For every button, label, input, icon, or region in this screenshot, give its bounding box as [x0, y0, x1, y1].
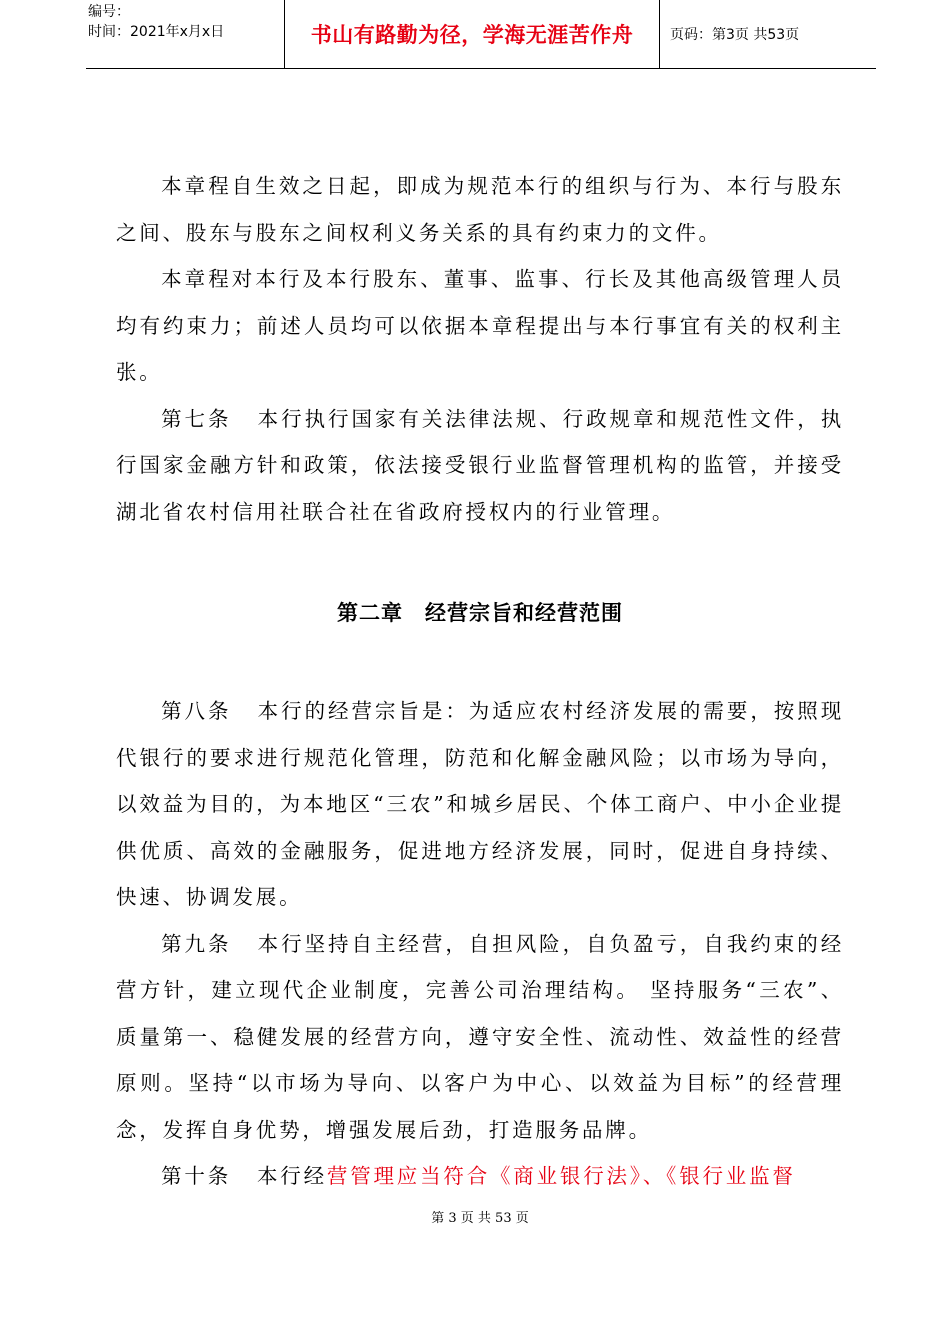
- page-header: [86, 0, 876, 69]
- article-9-number: 第九条: [161, 931, 232, 956]
- article-9-text: 本行坚持自主经营，自担风险，自负盈亏，自我约束的经营方针，建立现代企业制度，完善公司治理结构。 坚持服务“三农”、质量第一、稳健发展的经营方向，遵守安全性、流动性、效益性的经营原则。坚持“以市场为导向、以客户为中心、以效益为目标”的经营理念，发挥自身优势，增强发展后劲，打造服务品牌。: [116, 931, 845, 1142]
- chapter-title: 第二章 经营宗旨和经营范围: [337, 601, 623, 625]
- article-10: [116, 1153, 844, 1200]
- article-7-number: 第七条: [161, 406, 232, 431]
- serial-label: 编号：: [88, 4, 130, 20]
- article-8-number: 第八条: [161, 699, 232, 723]
- article-9: [116, 921, 844, 1154]
- page-footer: 第 3 页 共 53 页: [431, 1211, 529, 1226]
- article-10-number: 第十条: [161, 1164, 231, 1188]
- article-7-text: 本行执行国家有关法律法规、行政规章和规范性文件，执行国家金融方针和政策，依法接受银行业监督管理机构的监管，并接受湖北省农村信用社联合社在省政府授权内的行业管理。: [116, 406, 845, 524]
- article-10-highlight: 营管理应当符合《商业银行法》、《银行业监督: [326, 1164, 796, 1188]
- article-10-text: 本行经: [257, 1164, 327, 1188]
- header-meta: [86, 0, 285, 68]
- paragraph-2: 本章程对本行及本行股东、董事、监事、行长及其他高级管理人员均有约束力；前述人员均可以依据本章程提出与本行事宜有关的权利主张。: [116, 267, 844, 384]
- time-label: 时间：2021年x月x日: [88, 24, 225, 40]
- header-motto: 书山有路勤为径，学海无涯苦作舟: [285, 0, 660, 68]
- article-7: [116, 396, 844, 536]
- document-body: [116, 163, 844, 1200]
- paragraph-1: 本章程自生效之日起，即成为规范本行的组织与行为、本行与股东之间、股东与股东之间权利义务关系的具有约束力的文件。: [116, 174, 844, 245]
- article-8-text: 本行的经营宗旨是：为适应农村经济发展的需要，按照现代银行的要求进行规范化管理，防范和化解金融风险；以市场为导向，以效益为目的，为本地区“三农”和城乡居民、个体工商户、中小企业提供优质、高效的金融服务，促进地方经济发展，同时，促进自身持续、快速、协调发展。: [116, 699, 845, 909]
- header-page-info: 页码：第3页 共53页: [670, 27, 800, 43]
- article-8: [116, 688, 844, 921]
